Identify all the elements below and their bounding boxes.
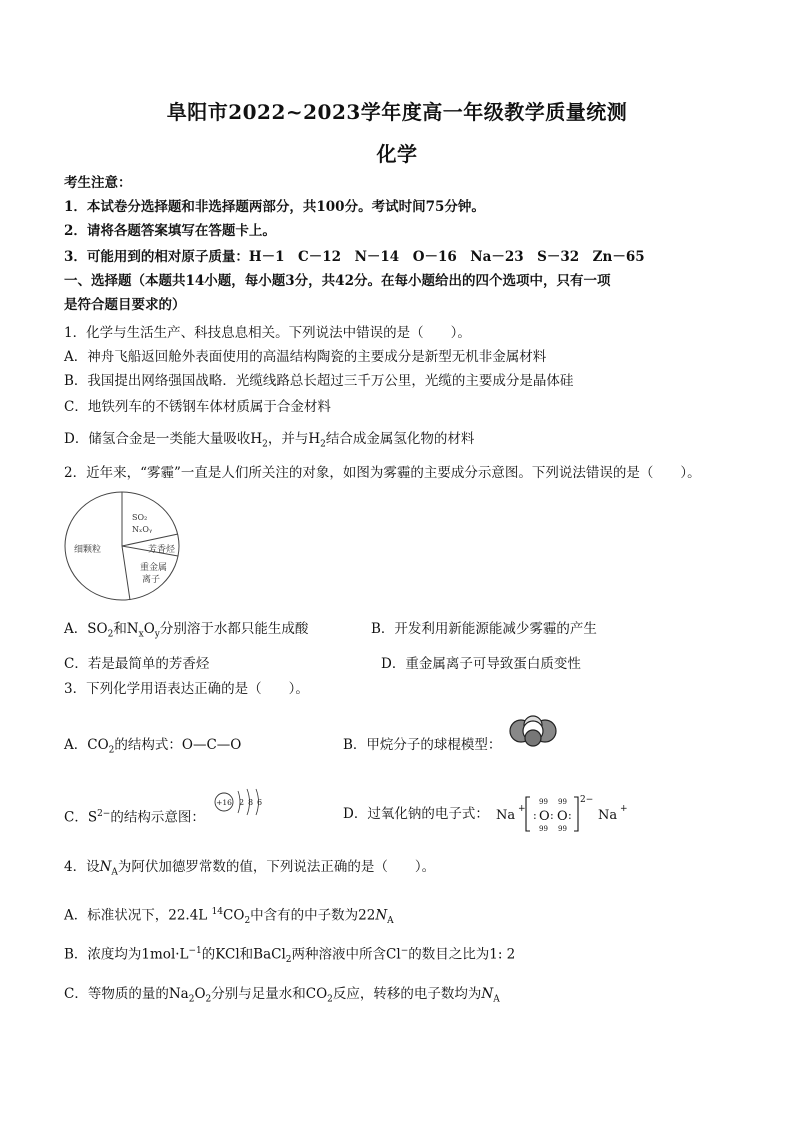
q1-d-text1: D．储氢合金是一类能大量吸收H [64, 431, 263, 447]
q3-a-sub: 2 [108, 745, 115, 756]
q3-option-b: B．甲烷分子的球棍模型： [343, 737, 502, 753]
q2-a-text2: 和N [113, 621, 139, 637]
q1-option-d [64, 430, 474, 454]
q4-stem-text1: 4．设 [64, 859, 100, 875]
q4-stem [64, 858, 435, 882]
q1-d-sub2: 2 [320, 439, 326, 450]
sulfide-ion-structure-diagram [212, 786, 268, 818]
notice-heading: 考生注意： [64, 175, 132, 191]
q4-a-sup: 14 [211, 907, 224, 917]
q1-d-text3: 结合成金属氢化物的材料 [325, 431, 475, 447]
q4-stem-text2: 为阿伏加德罗常数的值，下列说法正确的是（ ）。 [117, 859, 436, 875]
na-left-charge: + [518, 804, 526, 814]
q4-c-text3: 分别与足量水和CO [211, 986, 328, 1002]
shell-electrons-2: 8 [248, 798, 254, 807]
q3-option-c [64, 805, 205, 827]
q4-b-text2: 的KCl和BaCl [201, 946, 286, 963]
q4-option-c [64, 985, 500, 1009]
q3-a-text2: 的结构式：O—C—O [114, 737, 242, 753]
q4-option-a [64, 903, 394, 930]
q3-stem: 3．下列化学用语表达正确的是（ ）。 [64, 681, 309, 697]
q2-option-d: D．重金属离子可导致蛋白质变性 [381, 656, 581, 672]
na-right-charge: + [620, 804, 628, 814]
na-right: Na [598, 808, 618, 823]
q2-option-c: C．若是最简单的芳香烃 [64, 656, 210, 672]
section-heading-line1: 一、选择题（本题共14小题，每小题3分，共42分。在每小题给出的四个选项中，只有一项 [64, 273, 611, 289]
q4-c-text4: 反应，转移的电子数均为 [332, 986, 482, 1002]
notice-item-2: 2．请将各题答案填写在答题卡上。 [64, 223, 276, 239]
q2-option-a [64, 620, 308, 644]
q4-b-sup: −1 [188, 946, 202, 956]
o2-symbol: O [557, 809, 568, 824]
q4-b-text4: 的数目之比为1: 2 [408, 946, 516, 963]
bracket-right [574, 797, 578, 831]
o2-top-dots: 99 [558, 798, 567, 806]
q1-d-text2: ，并与H [267, 431, 321, 447]
o-o-shared: : [550, 809, 554, 822]
q2-a-sub2: x [138, 629, 144, 640]
q2-stem: 2．近年来，“雾霾”一直是人们所关注的对象，如图为雾霾的主要成分示意图。下列说法错误的是（ ）。 [64, 465, 701, 481]
o1-top-dots: 99 [539, 798, 548, 806]
q4-c-sub2: 2 [205, 994, 212, 1005]
q4-b-sup2: − [400, 946, 409, 956]
q4-b-text3: 两种溶液中所含Cl [291, 946, 401, 963]
q4-a-na: N [375, 907, 388, 924]
na-left: Na [496, 808, 516, 823]
q4-a-sub: 2 [244, 916, 251, 927]
pie-label-aromatic: 芳香烃 [148, 545, 176, 555]
methane-ball-model-image [508, 714, 558, 748]
notice-item-1: 1．本试卷分选择题和非选择题两部分，共100分。考试时间75分钟。 [64, 199, 485, 215]
q4-na-sub: A [111, 867, 118, 878]
q3-a-text1: A．CO [64, 737, 109, 753]
o1-bottom-dots: 99 [539, 825, 548, 833]
q4-a-na-sub: A [387, 916, 394, 927]
q2-a-text3: O [143, 621, 155, 637]
q4-a-text1: A．标准状况下，22.4L [64, 907, 212, 924]
q1-stem: 1．化学与生活生产、科技息息相关。下列说法中错误的是（ ）。 [64, 325, 471, 341]
o1-symbol: O [539, 809, 550, 824]
q3-option-d: D．过氧化钠的电子式： [343, 806, 489, 822]
sodium-peroxide-electron-formula [494, 793, 634, 835]
q4-c-text2: O [194, 986, 206, 1002]
q1-option-a: A．神舟飞船返回舱外表面使用的高温结构陶瓷的主要成分是新型无机非金属材料 [64, 349, 547, 365]
q4-c-na: N [481, 986, 494, 1002]
q4-c-sub1: 2 [188, 994, 195, 1005]
q1-option-b: B．我国提出网络强国战略．光缆线路总长超过三千万公里，光缆的主要成分是晶体硅 [64, 373, 574, 389]
q1-d-sub1: 2 [262, 439, 268, 450]
h-ball-bottom [525, 730, 541, 746]
q3-c-text2: 的结构示意图： [110, 809, 205, 826]
q2-a-sub1: 2 [107, 629, 114, 640]
shell-electrons-1: 2 [239, 798, 245, 807]
smog-composition-pie [62, 490, 202, 606]
q4-a-text3: 中含有的中子数为22 [250, 907, 376, 924]
subject-title: 化学 [376, 142, 418, 166]
bracket-left [526, 797, 530, 831]
q4-na-symbol: N [99, 859, 112, 875]
q4-a-text2: CO [223, 907, 245, 924]
o1-left-dots: : [533, 809, 537, 822]
o2-right-dots: : [568, 809, 572, 822]
q4-b-text1: B．浓度均为1mol·L [64, 946, 189, 963]
peroxide-charge: 2− [580, 795, 594, 805]
q4-b-sub: 2 [285, 955, 292, 966]
q2-a-text1: A．SO [64, 621, 108, 637]
q2-option-b: B．开发利用新能源能减少雾霾的产生 [371, 621, 597, 637]
q3-option-a [64, 736, 241, 760]
q4-c-text1: C．等物质的量的Na [64, 986, 189, 1002]
exam-title: 阜阳市2022~2023学年度高一年级教学质量统测 [166, 100, 628, 124]
pie-label-fine-particles: 细颗粒 [74, 545, 102, 555]
pie-divider-bottom [122, 546, 130, 600]
shell-electrons-3: 6 [257, 798, 263, 807]
notice-item-3: 3．可能用到的相对原子质量：H－1 C－12 N－14 O－16 Na－23 S－32 Zn－65 [64, 249, 645, 265]
section-heading-line2: 是符合题目要求的） [64, 297, 186, 313]
pie-label-so2: SO₂ [132, 513, 148, 522]
o2-bottom-dots: 99 [558, 825, 567, 833]
q3-c-sup: 2− [97, 809, 111, 819]
pie-label-heavy-metal: 重金属 [140, 563, 168, 573]
q2-a-sub3: y [154, 629, 160, 640]
pie-label-nxoy: NₓOᵧ [132, 525, 152, 534]
q4-c-na-sub: A [493, 994, 500, 1005]
q4-c-sub3: 2 [327, 994, 333, 1005]
q3-c-text1: C．S [64, 809, 98, 826]
nucleus-charge: +16 [216, 798, 232, 807]
q4-option-b [64, 942, 515, 969]
q2-a-text4: 分别溶于水都只能生成酸 [159, 621, 309, 637]
q1-option-c: C．地铁列车的不锈钢车体材质属于合金材料 [64, 399, 331, 415]
pie-label-ions: 离子 [142, 575, 161, 585]
